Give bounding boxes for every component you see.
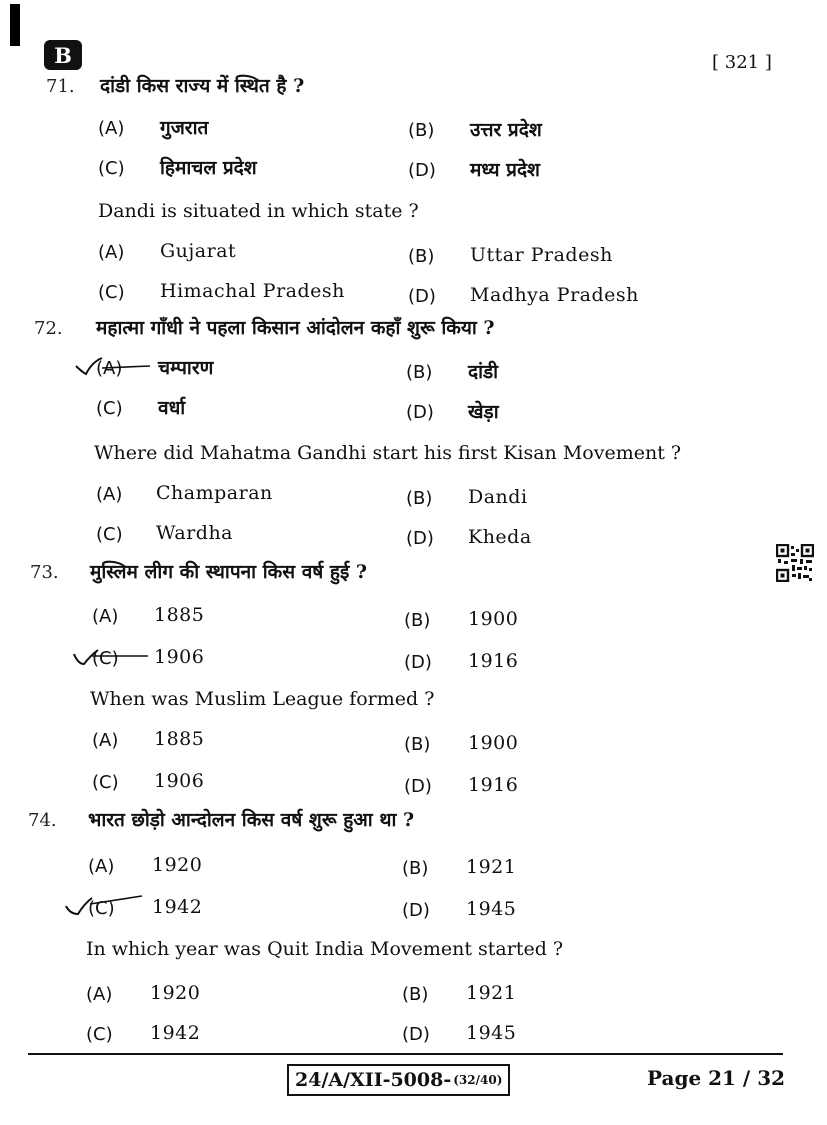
sheet-reference: (32/40) [453,1073,503,1087]
option-d-english: Madhya Pradesh [470,284,639,306]
corner-mark [10,4,20,46]
question-number: 72. [34,318,63,339]
option-letter-b: (B) [402,858,429,879]
option-letter-b: (B) [406,362,433,383]
option-a-hindi: चम्पारण [158,357,214,379]
option-a-hindi: 1920 [152,854,203,876]
option-letter-a: (A) [86,984,113,1005]
option-d-english: 1945 [466,1022,517,1044]
option-a-english: Champaran [156,482,273,504]
question-text-english: Dandi is situated in which state ? [98,200,419,222]
option-letter-d: (D) [406,528,434,549]
option-b-hindi: उत्तर प्रदेश [470,119,542,141]
option-letter-d: (D) [408,160,436,181]
option-letter-a: (A) [96,358,123,379]
option-b-english: Dandi [468,486,528,508]
option-c-hindi: हिमाचल प्रदेश [160,157,257,179]
option-letter-d: (D) [404,652,432,673]
option-d-hindi: 1916 [468,650,519,672]
question-number: 74. [28,810,57,831]
option-c-hindi: 1906 [154,646,205,668]
option-c-hindi: वर्धा [158,397,186,419]
option-b-hindi: दांडी [468,361,499,383]
option-b-hindi: 1900 [468,608,519,630]
option-letter-c: (C) [96,524,123,545]
option-letter-a: (A) [92,606,119,627]
option-letter-c: (C) [92,772,119,793]
footer-divider [28,1053,783,1055]
question-number: 71. [46,76,75,97]
question-number: 73. [30,562,59,583]
option-a-english: Gujarat [160,240,237,262]
option-letter-b: (B) [402,984,429,1005]
option-letter-d: (D) [406,402,434,423]
question-text-english: In which year was Quit India Movement started ? [86,938,564,960]
option-c-english: 1906 [154,770,205,792]
option-letter-d: (D) [402,900,430,921]
option-letter-d: (D) [408,286,436,307]
option-letter-c: (C) [98,282,125,303]
option-letter-b: (B) [408,246,435,267]
question-text-english: When was Muslim League formed ? [90,688,435,710]
option-d-hindi: मध्य प्रदेश [470,159,540,181]
option-d-hindi: 1945 [466,898,517,920]
option-letter-a: (A) [98,242,125,263]
option-a-english: 1885 [154,728,205,750]
option-letter-c: (C) [96,398,123,419]
option-b-english: Uttar Pradesh [470,244,613,266]
option-letter-b: (B) [406,488,433,509]
option-a-hindi: गुजरात [160,117,209,139]
option-letter-b: (B) [408,120,435,141]
option-letter-b: (B) [404,734,431,755]
option-b-hindi: 1921 [466,856,517,878]
option-letter-d: (D) [404,776,432,797]
option-letter-a: (A) [88,856,115,877]
exam-code-box [287,1064,510,1096]
paper-code: [ 321 ] [712,52,772,73]
question-text-hindi: महात्मा गाँधी ने पहला किसान आंदोलन कहाँ शुरू किया ? [96,317,495,339]
option-c-english: Himachal Pradesh [160,280,345,302]
question-text-hindi: मुस्लिम लीग की स्थापना किस वर्ष हुई ? [90,561,368,583]
option-letter-b: (B) [404,610,431,631]
option-d-english: 1916 [468,774,519,796]
option-letter-a: (A) [92,730,119,751]
option-a-hindi: 1885 [154,604,205,626]
option-c-english: Wardha [156,522,234,544]
qr-code-icon [776,544,814,582]
question-text-hindi: भारत छोड़ो आन्दोलन किस वर्ष शुरू हुआ था ? [88,809,415,831]
question-text-hindi: दांडी किस राज्य में स्थित है ? [100,75,305,97]
page-number: Page 21 / 32 [647,1066,786,1090]
option-letter-a: (A) [98,118,125,139]
question-text-english: Where did Mahatma Gandhi start his first Kisan Movement ? [94,442,682,464]
option-letter-a: (A) [96,484,123,505]
option-a-english: 1920 [150,982,201,1004]
option-b-english: 1921 [466,982,517,1004]
section-badge: B [44,40,82,70]
option-d-english: Kheda [468,526,532,548]
option-letter-c: (C) [86,1024,113,1045]
option-letter-c: (C) [92,648,119,669]
option-letter-c: (C) [88,898,115,919]
option-d-hindi: खेड़ा [468,401,499,423]
option-letter-c: (C) [98,158,125,179]
option-c-hindi: 1942 [152,896,203,918]
option-b-english: 1900 [468,732,519,754]
option-c-english: 1942 [150,1022,201,1044]
option-letter-d: (D) [402,1024,430,1045]
exam-code: 24/A/XII-5008- [295,1069,452,1091]
